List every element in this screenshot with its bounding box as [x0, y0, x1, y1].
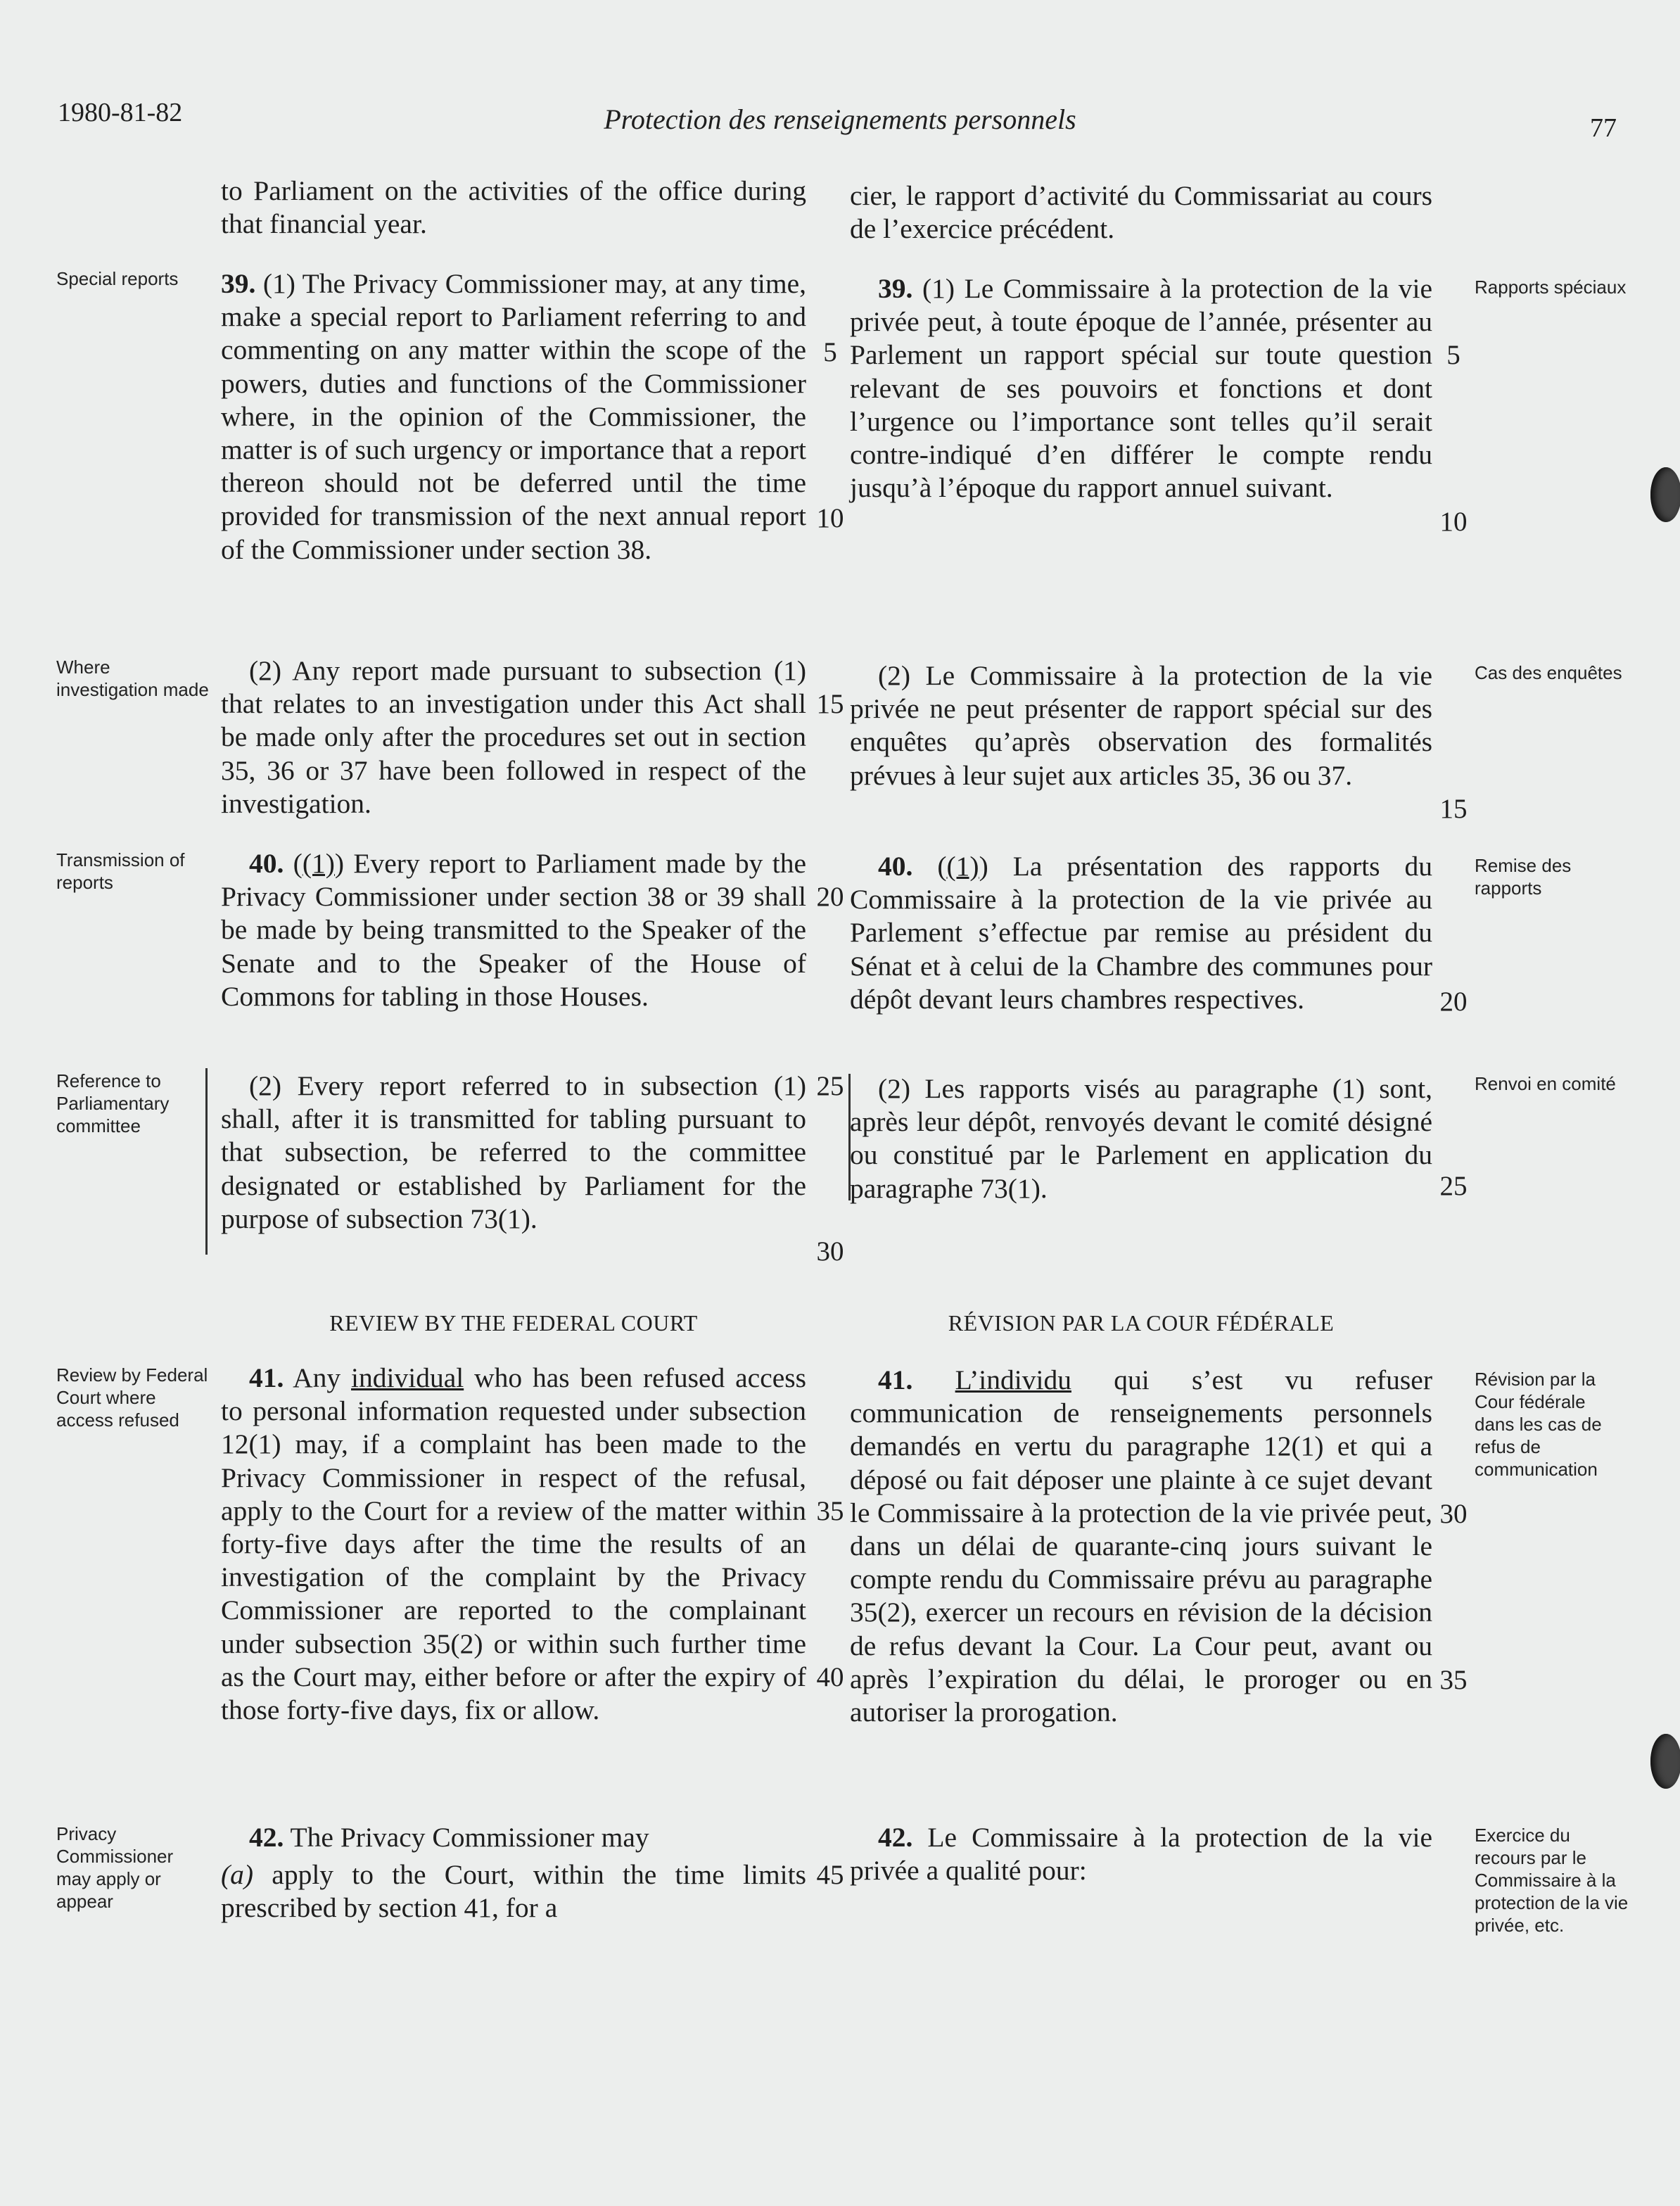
line-number: 20	[816, 882, 844, 912]
en-section-41	[221, 1362, 806, 1727]
line-number: 35	[816, 1496, 844, 1526]
fr-section-39-2: (2) Le Commissaire à la protection de la vie privée ne peut présenter de rapport spécial sur des enquêtes qu’après observation des formalités prévues à leur sujet aux articles 35, 36 ou 37.	[850, 660, 1432, 791]
fr-s39-number: 39.	[878, 273, 913, 304]
line-number-fr: 25	[1439, 1171, 1468, 1201]
line-number: 5	[823, 337, 837, 367]
en-s41-text: who has been refused access to personal information requested under subsection 12(1) may, if a complaint has been made to the Privacy Commissioner in respect of the refusal, apply to the Court for a review of the matter within forty-five days after the time the results of an investigation of the complaint by the Privacy Commissioner are reported to the complainant under subsection 35(2) or within such further time as the Court may, either before or after the expiry of those forty-five days, fix or allow.	[221, 1362, 807, 1726]
fr-s40-number: 40.	[878, 851, 913, 882]
line-number: 15	[816, 689, 844, 719]
binder-hole-bottom	[1650, 1734, 1680, 1789]
margin-note-exercice-du-recours: Exercice du recours par le Commissaire à la protection de la vie privée, etc.	[1475, 1825, 1629, 1936]
fr-s41-number: 41.	[878, 1364, 913, 1395]
en-heading-review: REVIEW BY THE FEDERAL COURT	[329, 1310, 698, 1336]
margin-note-renvoi-en-comite: Renvoi en comité	[1475, 1073, 1616, 1094]
fr-section-40-1: 40. ((1)) La présentation des rapports du Commissaire à la protection de la vie privée au Parlement s’effectue par remise au président du Sénat et à celui de la Chambre des communes pour dépôt devant leurs chambres respectives.	[850, 851, 1433, 1015]
margin-note-review-federal-court: Review by Federal Court where access refused	[56, 1364, 208, 1431]
line-number: 10	[816, 503, 844, 533]
en-s39-number: 39.	[221, 268, 256, 299]
fr-s40-1-text: La présentation des rapports du Commissaire à la protection de la vie privée au Parlement s’effectue par remise au président du Sénat et à celui de la Chambre des communes pour dépôt devant leurs chambres respectives.	[850, 851, 1433, 1015]
en-s42-text: The Privacy Commissioner may	[284, 1822, 649, 1853]
margin-note-where-investigation: Where investigation made	[56, 657, 209, 700]
en-section-40-2: (2) Every report referred to in subsection (1) shall, after it is transmitted for tabling pursuant to that subsection, be referred to the committee designated or established by Parliament for the purpose of subsection 73(1).	[221, 1070, 806, 1234]
en-section-42-a	[221, 1858, 806, 1925]
fr-section-41	[850, 1364, 1432, 1729]
fr-s42-number: 42.	[878, 1822, 913, 1853]
fr-s42-text: Le Commissaire à la protection de la vie privée a qualité pour:	[850, 1822, 1432, 1887]
line-number-fr: 10	[1439, 507, 1468, 537]
en-s42-number: 42.	[249, 1822, 284, 1853]
margin-note-reference-committee: Reference to Parliamentary committee	[56, 1070, 170, 1136]
margin-note-commissioner-may-apply: Privacy Commissioner may apply or appear	[56, 1823, 174, 1912]
line-number: 30	[816, 1236, 844, 1267]
page-title: Protection des renseignements personnels	[604, 103, 1076, 135]
en-s42-a-text: apply to the Court, within the time limits prescribed by section 41, for a	[221, 1859, 806, 1924]
binder-hole-top	[1650, 467, 1680, 522]
line-number: 40	[816, 1662, 844, 1692]
margin-note-cas-des-enquetes: Cas des enquêtes	[1475, 662, 1622, 683]
fr-s40-subsection-marker: (1)	[946, 851, 979, 882]
line-number-fr: 5	[1446, 340, 1461, 370]
en-s40-1-text: Every report to Parliament made by the Privacy Commissioner under section 38 or 39 shall be made by being transmitted to the Speaker of the Senate and to the Speaker of the House of Commons for tabling in those Houses.	[221, 848, 807, 1012]
line-number-fr: 20	[1439, 987, 1468, 1017]
fr-carryover: cier, le rapport d’activité du Commissariat au cours de l’exercice précédent.	[850, 180, 1432, 245]
fr-s41-text: qui s’est vu refuser communication de renseignements personnels demandés en vertu du paragraphe 12(1) et qui a déposé ou fait déposer une plainte à ce sujet devant le Commissaire à la protection de la vie privée peut, dans un délai de quarante-cinq jours suivant le compte rendu du Commissaire prévu au paragraphe 35(2), exercer un recours en révision de la décision de refus devant la Cour. La Cour peut, avant ou après l’expiration du délai, le proroger ou en autoriser la prorogation.	[850, 1364, 1432, 1728]
en-s41-number: 41.	[249, 1362, 284, 1393]
page-number: 77	[1590, 113, 1617, 143]
line-number-fr: 35	[1439, 1665, 1468, 1695]
en-s41-pre: Any	[293, 1362, 352, 1393]
en-s40-subsection-marker: (1)	[302, 848, 335, 879]
line-number-fr: 15	[1439, 794, 1468, 824]
en-s41-individual: individual	[351, 1362, 464, 1393]
en-section-39-2: (2) Any report made pursuant to subsection (1) that relates to an investigation under this Act shall be made only after the procedures set out in section 35, 36 or 37 have been followed in respect of the investigation.	[221, 655, 806, 819]
en-section-39-1	[221, 267, 806, 566]
en-section-40-1: 40. ((1)) Every report to Parliament made by the Privacy Commissioner under section 38 or 39 shall be made by being transmitted to the Speaker of the Senate and to the Speaker of the House of Commons for tabling in those Houses.	[221, 848, 807, 1012]
fr-heading-review: RÉVISION PAR LA COUR FÉDÉRALE	[948, 1310, 1335, 1336]
en-section-42	[221, 1821, 806, 1854]
line-number: 25	[816, 1071, 844, 1101]
margin-note-special-reports: Special reports	[56, 268, 179, 289]
en-s40-number: 40.	[249, 848, 284, 879]
en-s42-a-label: (a)	[221, 1859, 254, 1890]
fr-s41-individu: L’individu	[955, 1364, 1071, 1395]
en-s39-1-text: (1) The Privacy Commissioner may, at any time, make a special report to Parliament referring to and commenting on any matter within the scope of the powers, duties and functions of the Commissioner where, in the opinion of the Commissioner, the matter is of such urgency or importance that a report thereon should not be deferred until the time provided for transmission of the next annual report of the Commissioner under section 38.	[221, 268, 806, 565]
page-years: 1980-81-82	[58, 98, 183, 127]
fr-section-42	[850, 1821, 1432, 1887]
fr-section-40-2: (2) Les rapports visés au paragraphe (1) sont, après leur dépôt, renvoyés devant le comité désigné ou constitué par le Parlement en application du paragraphe 73(1).	[850, 1073, 1432, 1204]
en-carryover: to Parliament on the activities of the office during that financial year.	[221, 175, 806, 240]
margin-note-revision-cour-federale: Révision par la Cour fédérale dans les cas de refus de communication	[1475, 1369, 1602, 1480]
line-number-fr: 30	[1439, 1499, 1468, 1529]
margin-note-transmission: Transmission of reports	[56, 849, 185, 893]
line-number: 45	[816, 1860, 844, 1890]
margin-note-remise-des-rapports: Remise des rapports	[1475, 855, 1572, 899]
fr-section-39-1	[850, 272, 1432, 505]
fr-s39-1-text: (1) Le Commissaire à la protection de la vie privée peut, à toute époque de l’année, présenter au Parlement un rapport spécial sur toute question relevant de ses pouvoirs et fonctions et dont l’urgence ou l’importance sont telles qu’il serait contre-indiqué d’en différer le compte rendu jusqu’à l’époque du rapport annuel suivant.	[850, 273, 1432, 504]
margin-note-rapports-speciaux: Rapports spéciaux	[1475, 277, 1627, 298]
